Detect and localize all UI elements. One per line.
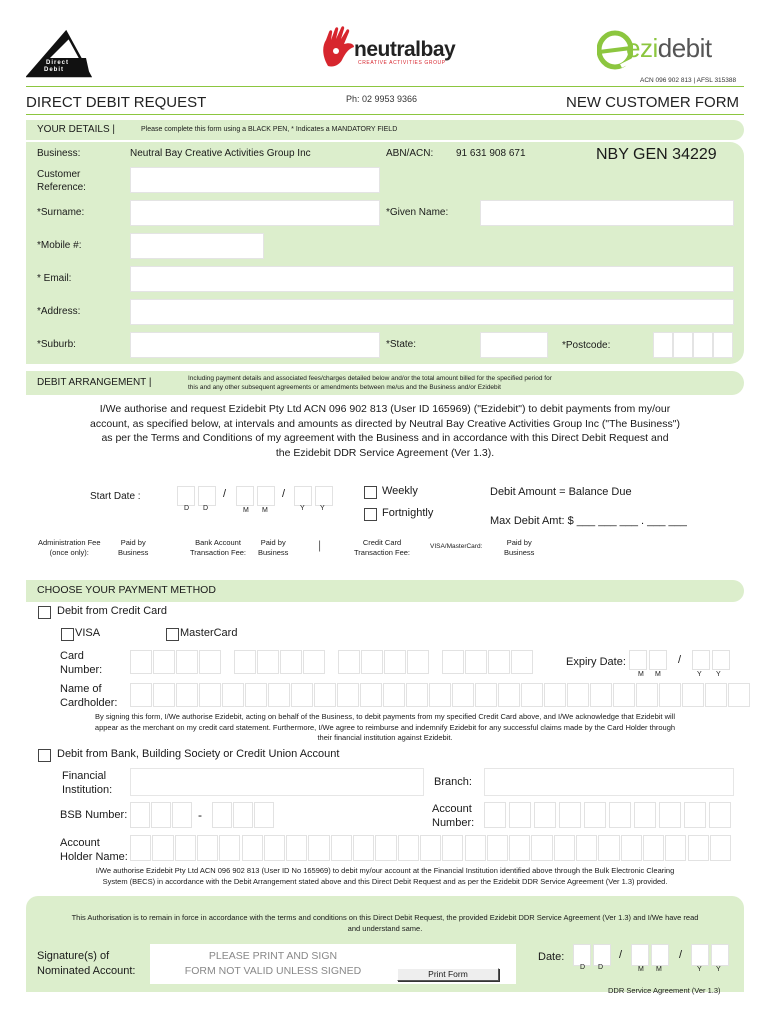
admin-fee-label-1: Administration Fee (38, 538, 101, 547)
authorisation-line-1: I/We authorise and request Ezidebit Pty Ltd ACN 096 902 813 (User ID 165969) ("Ezidebit") to debit payments from my/our (99, 403, 671, 415)
cardholder-box[interactable] (222, 683, 244, 707)
account-holder-box[interactable] (465, 835, 486, 861)
bank-fee-label-1: Bank Account (195, 538, 241, 547)
cardholder-box[interactable] (337, 683, 359, 707)
given-name-input[interactable] (480, 200, 734, 226)
fee-divider: | (318, 538, 322, 552)
card-number-box[interactable] (234, 650, 256, 674)
account-number-box[interactable] (584, 802, 606, 828)
bsb-box[interactable] (130, 802, 150, 828)
start-date-hint-m1: M (243, 507, 249, 514)
neutralbay-subtitle: CREATIVE ACTIVITIES GROUP (358, 60, 446, 66)
cc-fee-paid-by (504, 538, 534, 558)
card-number-box[interactable] (488, 650, 510, 674)
business-label: Business: (37, 148, 81, 159)
cardholder-box[interactable] (613, 683, 635, 707)
start-date-hint-m2: M (262, 507, 268, 514)
admin-fee-paid-by-2: Business (118, 548, 149, 557)
debit-arrangement-note (188, 374, 552, 392)
debit-arrangement-note-1: Including payment details and associated fees/charges detailed below and/or the total amount billed for the specified period for (188, 375, 552, 382)
account-number-box[interactable] (609, 802, 631, 828)
account-holder-box[interactable] (420, 835, 441, 861)
customer-reference-label (37, 168, 86, 194)
start-date-hint-y2: Y (320, 505, 325, 512)
account-holder-box[interactable] (621, 835, 642, 861)
start-date-label: Start Date : (90, 491, 141, 502)
debit-arrangement-note-2: this and any other subsequent agreements or amendments between me/us and the Business and/or Ezidebit (188, 384, 501, 391)
account-holder-box[interactable] (509, 835, 530, 861)
start-date-hint-d2: D (203, 505, 209, 512)
account-number-label-1: Account (432, 803, 472, 815)
card-number-box[interactable] (442, 650, 464, 674)
surname-label: *Surname: (37, 207, 85, 218)
bank-fee-label (190, 538, 246, 558)
signature-label-1: Signature(s) of (37, 950, 110, 962)
start-date-slash-2: / (282, 488, 286, 500)
state-label: *State: (386, 339, 417, 350)
account-number-box[interactable] (709, 802, 731, 828)
cardholder-box[interactable] (268, 683, 290, 707)
account-holder-box[interactable] (152, 835, 173, 861)
signature-date-hint-y2: Y (716, 966, 721, 973)
card-number-box[interactable] (338, 650, 360, 674)
account-holder-box[interactable] (643, 835, 664, 861)
financial-institution-input[interactable] (130, 768, 424, 796)
bsb-dash: - (198, 808, 202, 822)
authorisation-paragraph (26, 402, 744, 460)
mobile-input[interactable] (130, 233, 264, 259)
customer-code: NBY GEN 34229 (596, 146, 717, 163)
financial-institution-label (62, 769, 112, 797)
page-title: DIRECT DEBIT REQUEST (26, 94, 207, 111)
abn-label: ABN/ACN: (386, 148, 434, 159)
mastercard-label: MasterCard (180, 627, 238, 639)
fortnightly-checkbox[interactable] (364, 508, 377, 521)
cardholder-box[interactable] (475, 683, 497, 707)
your-details-instruction: Please complete this form using a BLACK PEN, * Indicates a MANDATORY FIELD (141, 126, 398, 133)
cardholder-box[interactable] (636, 683, 658, 707)
cardholder-box[interactable] (176, 683, 198, 707)
account-holder-box[interactable] (531, 835, 552, 861)
authorisation-line-3: as per the Terms and Conditions of my agreement with the Business and in accordance with this Direct Debit Request and (101, 432, 669, 444)
cardholder-box[interactable] (705, 683, 727, 707)
cardholder-box[interactable] (360, 683, 382, 707)
account-holder-box[interactable] (264, 835, 285, 861)
cardholder-box[interactable] (498, 683, 520, 707)
financial-institution-label-1: Financial (62, 770, 107, 782)
cardholder-box[interactable] (153, 683, 175, 707)
address-label: *Address: (37, 306, 81, 317)
bsb-box[interactable] (151, 802, 171, 828)
address-input[interactable] (130, 299, 734, 325)
acn-text: ACN 096 902 813 | AFSL 315388 (640, 77, 737, 84)
authority-line-2: and understand same. (347, 924, 423, 933)
cardholder-box[interactable] (383, 683, 405, 707)
mastercard-checkbox[interactable] (166, 628, 179, 641)
bank-fee-paid-by-1: Paid by (260, 538, 286, 547)
account-holder-box[interactable] (130, 835, 151, 861)
please-print-line-2: FORM NOT VALID UNLESS SIGNED (184, 964, 362, 977)
postcode-label: *Postcode: (562, 340, 611, 351)
cardholder-box[interactable] (291, 683, 313, 707)
signature-date-slash-1: / (619, 949, 623, 961)
customer-reference-label-1: Customer (37, 169, 81, 180)
account-number-label (432, 802, 474, 830)
account-number-box[interactable] (659, 802, 681, 828)
direct-debit-logo-text-2: Debit (44, 67, 64, 73)
bank-fee-paid-by-2: Business (258, 548, 289, 557)
cc-fee-paid-by-2: Business (504, 548, 535, 557)
account-holder-label (60, 836, 128, 864)
footer-version: DDR Service Agreement (Ver 1.3) (608, 986, 721, 995)
business-value: Neutral Bay Creative Activities Group Inc (130, 148, 311, 159)
signature-date-hint-d1: D (580, 964, 586, 971)
suburb-label: *Suburb: (37, 339, 76, 350)
card-number-box[interactable] (130, 650, 152, 674)
expiry-hint-m2: M (655, 671, 661, 678)
account-holder-box[interactable] (308, 835, 329, 861)
signature-date-hint-m2: M (656, 966, 662, 973)
signature-date-hint-d2: D (598, 964, 604, 971)
card-number-label-2: Number: (60, 664, 103, 676)
abn-value: 91 631 908 671 (456, 148, 526, 159)
branch-label: Branch: (434, 776, 472, 788)
bank-fee-label-2: Transaction Fee: (190, 548, 246, 557)
account-holder-box[interactable] (197, 835, 218, 861)
signature-label (37, 949, 135, 978)
start-date-hint-d1: D (184, 505, 190, 512)
customer-reference-label-2: Reference: (37, 182, 86, 193)
cc-fee-paid-by-1: Paid by (506, 538, 532, 547)
account-number-box[interactable] (634, 802, 656, 828)
account-holder-box[interactable] (375, 835, 396, 861)
branch-input[interactable] (484, 768, 734, 796)
account-holder-box[interactable] (331, 835, 352, 861)
account-holder-box[interactable] (487, 835, 508, 861)
card-number-box[interactable] (176, 650, 198, 674)
mobile-label: *Mobile #: (37, 240, 82, 251)
debit-amount-text: Debit Amount = Balance Due (490, 486, 632, 498)
your-details-heading: YOUR DETAILS | (37, 124, 115, 135)
expiry-slash: / (678, 654, 682, 666)
credit-card-option-checkbox[interactable] (38, 606, 51, 619)
given-name-label: *Given Name: (386, 207, 449, 218)
phone-text: Ph: 02 9953 9366 (346, 94, 418, 104)
account-holder-box[interactable] (286, 835, 307, 861)
fortnightly-label: Fortnightly (382, 507, 434, 519)
admin-fee-label-2: (once only): (49, 548, 89, 557)
please-print-line-1: PLEASE PRINT AND SIGN (208, 950, 338, 962)
cc-authorisation-line-2: appear as the merchant on my credit card statement. Furthermore, I/We agree to reimburse and indemnify Ezidebit for any successful claims made by the Card Holder through (94, 722, 676, 732)
direct-debit-logo-text-1: Direct (46, 60, 70, 66)
expiry-hint-m1: M (638, 671, 644, 678)
weekly-label: Weekly (382, 485, 418, 497)
bank-fee-paid-by (258, 538, 288, 558)
cardholder-box[interactable] (314, 683, 336, 707)
ezidebit-wordmark-ezi: ezi (626, 33, 658, 63)
cc-authorisation-line-1: By signing this form, I/We authorise Ezidebit, acting on behalf of the Business, to debit payments from my specified Credit Card above, and I/We acknowledge that Ezidebit will (94, 712, 676, 721)
expiry-hint-y2: Y (716, 671, 721, 678)
neutralbay-wordmark: neutralbay (354, 38, 456, 61)
cardholder-label (60, 682, 117, 710)
cc-fee-label (354, 538, 410, 558)
cardholder-box[interactable] (245, 683, 267, 707)
weekly-checkbox[interactable] (364, 486, 377, 499)
card-number-box[interactable] (407, 650, 429, 674)
cardholder-box[interactable] (659, 683, 681, 707)
card-number-box[interactable] (303, 650, 325, 674)
cardholder-label-1: Name of (60, 683, 102, 695)
authority-text (26, 912, 744, 934)
visa-label: VISA (75, 627, 101, 639)
financial-institution-label-2: Institution: (62, 784, 113, 796)
ezidebit-wordmark (626, 33, 712, 64)
cardholder-box[interactable] (590, 683, 612, 707)
account-holder-box[interactable] (665, 835, 686, 861)
card-number-label (60, 649, 102, 677)
cardholder-box[interactable] (452, 683, 474, 707)
cc-authorisation-text (26, 712, 744, 744)
start-date-hint-y1: Y (300, 505, 305, 512)
card-number-label-1: Card (60, 650, 84, 662)
bsb-number-label: BSB Number: (60, 809, 128, 821)
suburb-input[interactable] (130, 332, 380, 358)
authorisation-line-4: the Ezidebit DDR Service Agreement (Ver 1.3). (275, 446, 495, 459)
account-holder-box[interactable] (710, 835, 731, 861)
email-input[interactable] (130, 266, 734, 292)
card-number-box[interactable] (465, 650, 487, 674)
form-type-title: NEW CUSTOMER FORM (566, 94, 740, 111)
cardholder-box[interactable] (429, 683, 451, 707)
account-holder-label-1: Account (60, 837, 100, 849)
bank-authorisation-line-1: I/We authorise Ezidebit Pty Ltd ACN 096 902 813 (User ID No 165969) to debit my/our account at the Financial Institution identified above through the Bulk Electronic Clearing (95, 866, 675, 875)
card-number-box[interactable] (153, 650, 175, 674)
authority-line-1: This Authorisation is to remain in force in accordance with the terms and conditions on this Direct Debit Request, the provided Ezidebit DDR Service Agreement (Ver 1.3) and I/We have read (71, 913, 699, 922)
credit-card-option-label: Debit from Credit Card (57, 605, 168, 617)
expiry-date-label: Expiry Date: (566, 656, 626, 668)
payment-method-heading: CHOOSE YOUR PAYMENT METHOD (37, 584, 216, 596)
cardholder-box[interactable] (544, 683, 566, 707)
visa-checkbox[interactable] (61, 628, 74, 641)
bsb-number-box[interactable] (212, 802, 232, 828)
please-print-notice (168, 949, 378, 978)
debit-arrangement-heading: DEBIT ARRANGEMENT | (37, 377, 152, 388)
bank-option-label: Debit from Bank, Building Society or Credit Union Account (57, 748, 340, 760)
account-number-box[interactable] (534, 802, 556, 828)
account-number-box[interactable] (484, 802, 506, 828)
cardholder-box[interactable] (130, 683, 152, 707)
card-number-box[interactable] (199, 650, 221, 674)
account-number-label-2: Number: (432, 817, 475, 829)
cc-fee-label-2: Transaction Fee: (354, 548, 410, 557)
signature-date-hint-m1: M (638, 966, 644, 973)
account-holder-box[interactable] (688, 835, 709, 861)
cardholder-box[interactable] (682, 683, 704, 707)
cc-authorisation-line-3: their financial institution against Ezidebit. (317, 733, 453, 742)
account-holder-box[interactable] (353, 835, 374, 861)
max-debit-text: Max Debit Amt: $ ___ ___ ___ . ___ ___ (490, 515, 687, 527)
account-number-box[interactable] (559, 802, 581, 828)
ezidebit-wordmark-debit: debit (657, 33, 712, 63)
admin-fee-paid-by-1: Paid by (120, 538, 146, 547)
bank-option-checkbox[interactable] (38, 749, 51, 762)
card-number-box[interactable] (384, 650, 406, 674)
bank-authorisation-line-2: System (BECS) in accordance with the Debit Arrangement stated above and this Direct Debit Request and as per the Ezidebit DDR Service Agreement (Ver 1.3) provided. (102, 876, 668, 886)
account-number-box[interactable] (509, 802, 531, 828)
admin-fee-paid-by (118, 538, 148, 558)
bsb-box[interactable] (172, 802, 192, 828)
cardholder-box[interactable] (199, 683, 221, 707)
start-date-slash-1: / (223, 488, 227, 500)
bsb-number-box[interactable] (254, 802, 274, 828)
state-input[interactable] (480, 332, 548, 358)
account-number-box[interactable] (684, 802, 706, 828)
account-holder-box[interactable] (398, 835, 419, 861)
account-holder-box[interactable] (598, 835, 619, 861)
signature-date-hint-y1: Y (697, 966, 702, 973)
card-number-box[interactable] (361, 650, 383, 674)
bank-authorisation-text (26, 866, 744, 887)
surname-input[interactable] (130, 200, 380, 226)
print-form-button[interactable]: Print Form (397, 968, 499, 981)
card-number-box[interactable] (280, 650, 302, 674)
customer-reference-input[interactable] (130, 167, 380, 193)
account-holder-label-2: Holder Name: (60, 851, 128, 863)
cc-fee-label-1: Credit Card (362, 538, 402, 547)
cardholder-box[interactable] (521, 683, 543, 707)
cardholder-box[interactable] (406, 683, 428, 707)
authorisation-line-2: account, as specified below, at intervals and amounts as directed by Neutral Bay Creative Activities Group Inc ("The Business") (90, 417, 680, 430)
bsb-number-box[interactable] (233, 802, 253, 828)
account-holder-box[interactable] (175, 835, 196, 861)
card-number-box[interactable] (511, 650, 533, 674)
visa-mastercard-label: VISA/MasterCard: (430, 543, 483, 550)
signature-date-slash-2: / (679, 949, 683, 961)
card-number-box[interactable] (257, 650, 279, 674)
cardholder-label-2: Cardholder: (60, 697, 118, 709)
account-holder-box[interactable] (576, 835, 597, 861)
email-label: * Email: (37, 273, 72, 284)
cardholder-box[interactable] (728, 683, 750, 707)
signature-label-2: Nominated Account: (37, 964, 136, 977)
signature-date-label: Date: (538, 951, 565, 963)
admin-fee-label (38, 538, 101, 558)
account-holder-box[interactable] (554, 835, 575, 861)
account-holder-box[interactable] (242, 835, 263, 861)
account-holder-box[interactable] (442, 835, 463, 861)
expiry-hint-y1: Y (697, 671, 702, 678)
cardholder-box[interactable] (567, 683, 589, 707)
account-holder-box[interactable] (219, 835, 240, 861)
